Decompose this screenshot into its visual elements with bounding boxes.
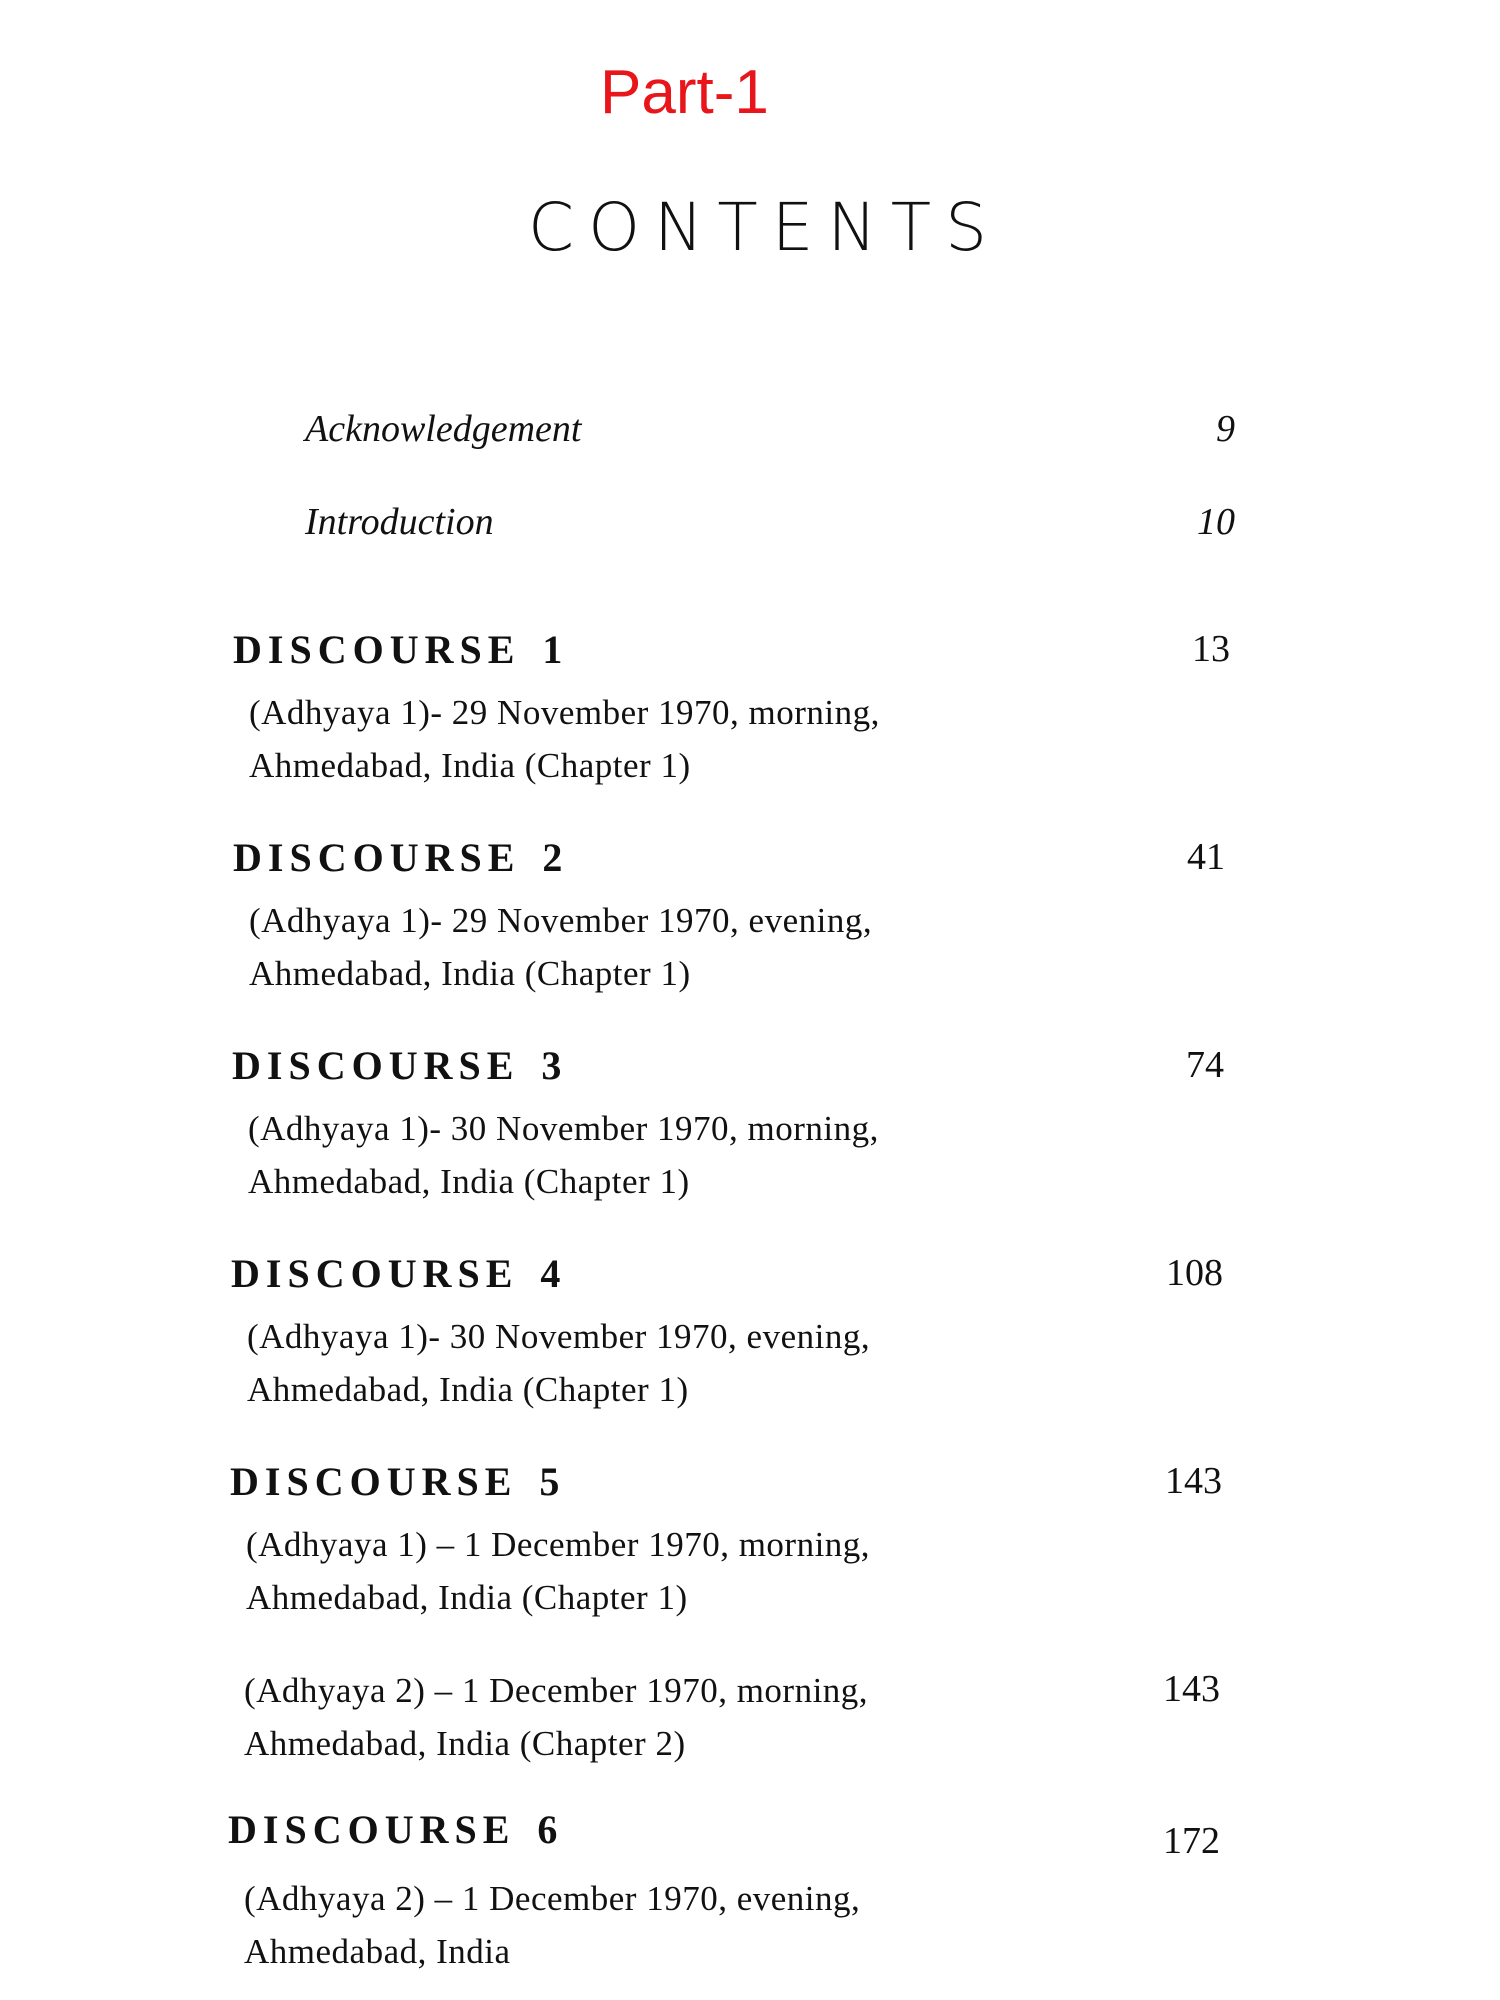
part-label: Part-1 <box>600 58 769 127</box>
toc-entry-discourse-5-part-2[interactable] <box>228 1664 1220 1770</box>
discourse-description: (Adhyaya 1)- 29 November 1970, morning, Ahmedabad, India (Chapter 1) <box>249 693 880 785</box>
discourse-description: (Adhyaya 1)- 30 November 1970, morning, Ahmedabad, India (Chapter 1) <box>248 1109 879 1201</box>
toc-entry-acknowledgement[interactable] <box>305 410 1235 448</box>
toc-entry-discourse-6[interactable] <box>228 1807 1220 1978</box>
toc-page-number: 172 <box>1163 1820 1220 1862</box>
discourse-description: (Adhyaya 1)- 29 November 1970, evening, Ahmedabad, India (Chapter 1) <box>249 901 873 993</box>
toc-page-number: 143 <box>1165 1460 1222 1502</box>
discourse-description: (Adhyaya 1) – 1 December 1970, morning, Ahmedabad, India (Chapter 1) <box>246 1525 871 1617</box>
toc-entry-discourse-2[interactable] <box>233 835 1225 1000</box>
toc-entry-discourse-4[interactable] <box>231 1251 1223 1416</box>
toc-page-number: 143 <box>1163 1668 1220 1710</box>
discourse-heading: DISCOURSE 3 <box>232 1043 568 1088</box>
discourse-description: (Adhyaya 2) – 1 December 1970, morning, Ahmedabad, India (Chapter 2) <box>244 1671 869 1763</box>
toc-page-number: 41 <box>1187 836 1225 878</box>
toc-entry-introduction[interactable] <box>305 503 1235 541</box>
toc-entry-discourse-3[interactable] <box>232 1043 1224 1208</box>
discourse-description: (Adhyaya 1)- 30 November 1970, evening, Ahmedabad, India (Chapter 1) <box>247 1317 871 1409</box>
toc-entry-label: Acknowledgement <box>305 408 582 450</box>
discourse-heading: DISCOURSE 5 <box>230 1459 566 1504</box>
toc-page-number: 108 <box>1166 1252 1223 1294</box>
discourse-heading: DISCOURSE 4 <box>231 1251 567 1296</box>
toc-entry-discourse-5[interactable] <box>230 1459 1222 1624</box>
toc-entry-discourse-1[interactable] <box>233 627 1230 792</box>
discourse-heading: DISCOURSE 6 <box>228 1807 564 1852</box>
page-title: CONTENTS <box>528 189 1002 266</box>
toc-page-number: 74 <box>1186 1044 1224 1086</box>
toc-page-number: 10 <box>1197 501 1235 543</box>
toc-entry-label: Introduction <box>305 501 494 543</box>
toc-page-number: 9 <box>1216 408 1235 450</box>
toc-page-number: 13 <box>1192 628 1230 670</box>
discourse-heading: DISCOURSE 1 <box>233 627 569 672</box>
discourse-description: (Adhyaya 2) – 1 December 1970, evening, Ahmedabad, India <box>244 1879 861 1971</box>
discourse-heading: DISCOURSE 2 <box>233 835 569 880</box>
